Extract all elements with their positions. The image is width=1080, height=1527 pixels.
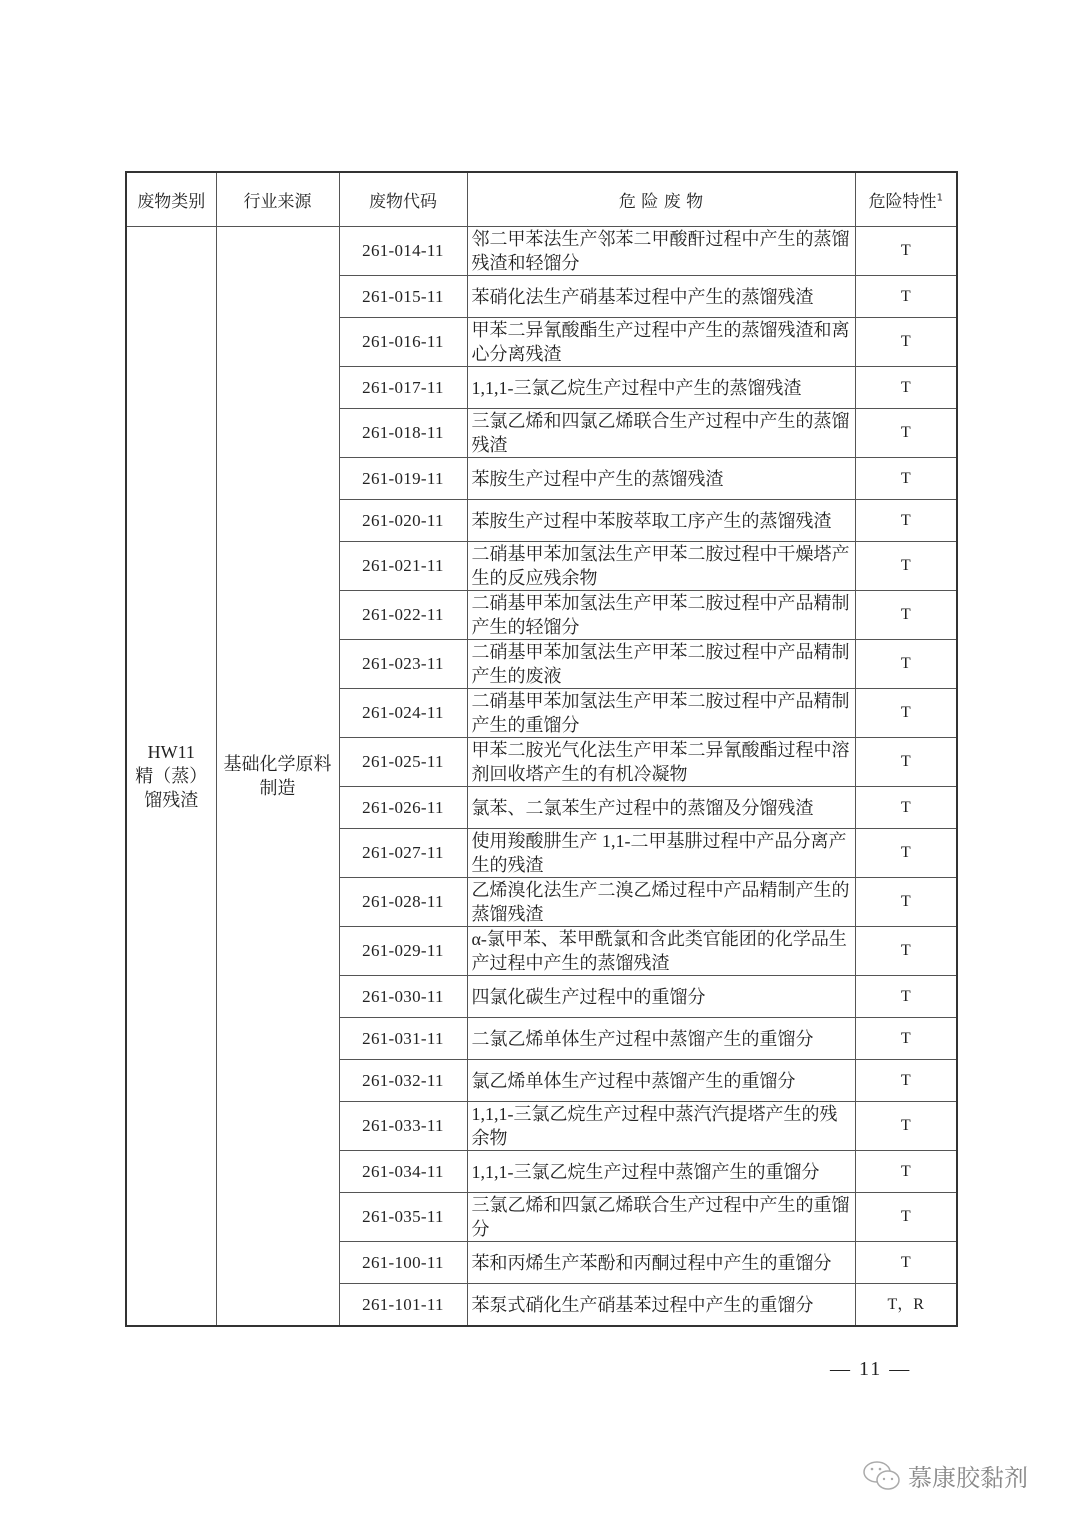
waste-description: 乙烯溴化法生产二溴乙烯过程中产品精制产生的蒸馏残渣: [467, 878, 855, 927]
hazard-property: T: [855, 976, 957, 1018]
hazard-property: T: [855, 1102, 957, 1151]
waste-code: 261-023-11: [339, 640, 467, 689]
waste-code: 261-029-11: [339, 927, 467, 976]
waste-description: 苯胺生产过程中产生的蒸馏残渣: [467, 458, 855, 500]
waste-code: 261-034-11: [339, 1151, 467, 1193]
source-name-1: 基础化学原料: [223, 754, 332, 774]
waste-code: 261-024-11: [339, 689, 467, 738]
hazard-property: T: [855, 640, 957, 689]
waste-description: 苯胺生产过程中苯胺萃取工序产生的蒸馏残渣: [467, 500, 855, 542]
waste-code: 261-027-11: [339, 829, 467, 878]
hazard-property: T，R: [855, 1284, 957, 1327]
waste-description: 二氯乙烯单体生产过程中蒸馏产生的重馏分: [467, 1018, 855, 1060]
header-source: 行业来源: [216, 172, 339, 227]
hazard-property: T: [855, 878, 957, 927]
waste-description: 三氯乙烯和四氯乙烯联合生产过程中产生的重馏分: [467, 1193, 855, 1242]
hazard-property: T: [855, 787, 957, 829]
waste-code: 261-030-11: [339, 976, 467, 1018]
waste-code: 261-028-11: [339, 878, 467, 927]
hazard-property: T: [855, 1242, 957, 1284]
header-category: 废物类别: [126, 172, 216, 227]
waste-description: 二硝基甲苯加氢法生产甲苯二胺过程中产品精制产生的废液: [467, 640, 855, 689]
waste-description: 二硝基甲苯加氢法生产甲苯二胺过程中产品精制产生的重馏分: [467, 689, 855, 738]
hazard-property: T: [855, 458, 957, 500]
waste-code: 261-018-11: [339, 409, 467, 458]
waste-code: 261-017-11: [339, 367, 467, 409]
hazard-property: T: [855, 367, 957, 409]
waste-code: 261-101-11: [339, 1284, 467, 1327]
hazard-property: T: [855, 1193, 957, 1242]
waste-code: 261-015-11: [339, 276, 467, 318]
waste-description: 1,1,1-三氯乙烷生产过程中产生的蒸馏残渣: [467, 367, 855, 409]
hazardous-waste-table: [125, 171, 958, 1327]
waste-code: 261-019-11: [339, 458, 467, 500]
hazard-property: T: [855, 409, 957, 458]
waste-code: 261-021-11: [339, 542, 467, 591]
page-number: — 11 —: [830, 1358, 912, 1380]
waste-description: 二硝基甲苯加氢法生产甲苯二胺过程中干燥塔产生的反应残余物: [467, 542, 855, 591]
waste-description: 甲苯二异氰酸酯生产过程中产生的蒸馏残渣和离心分离残渣: [467, 318, 855, 367]
hazard-property: T: [855, 829, 957, 878]
waste-description: 1,1,1-三氯乙烷生产过程中蒸馏产生的重馏分: [467, 1151, 855, 1193]
header-hazard: 危险特性$^1$: [855, 172, 957, 227]
waste-description: 苯和丙烯生产苯酚和丙酮过程中产生的重馏分: [467, 1242, 855, 1284]
waste-code: 261-016-11: [339, 318, 467, 367]
header-row: [126, 172, 957, 227]
waste-description: 三氯乙烯和四氯乙烯联合生产过程中产生的蒸馏残渣: [467, 409, 855, 458]
hazard-property: T: [855, 1018, 957, 1060]
category-name-2: 馏残渣: [144, 790, 199, 810]
category-name-1: 精（蒸）: [135, 766, 208, 786]
hazard-property: T: [855, 318, 957, 367]
category-cell: [126, 227, 216, 1327]
waste-code: 261-035-11: [339, 1193, 467, 1242]
header-code: 废物代码: [339, 172, 467, 227]
footnote-mark: 1: [936, 192, 943, 204]
waste-code: 261-025-11: [339, 738, 467, 787]
waste-description: 二硝基甲苯加氢法生产甲苯二胺过程中产品精制产生的轻馏分: [467, 591, 855, 640]
waste-description: α-氯甲苯、苯甲酰氯和含此类官能团的化学品生产过程中产生的蒸馏残渣: [467, 927, 855, 976]
source-name-2: 制造: [259, 778, 296, 798]
waste-description: 苯硝化法生产硝基苯过程中产生的蒸馏残渣: [467, 276, 855, 318]
waste-description: 四氯化碳生产过程中的重馏分: [467, 976, 855, 1018]
hazard-property: T: [855, 500, 957, 542]
hazard-property: T: [855, 542, 957, 591]
hazard-property: T: [855, 276, 957, 318]
wechat-icon: [862, 1459, 902, 1493]
hazard-property: T: [855, 927, 957, 976]
category-code: HW11: [147, 742, 195, 762]
waste-description: 氯乙烯单体生产过程中蒸馏产生的重馏分: [467, 1060, 855, 1102]
waste-description: 使用羧酸肼生产 1,1-二甲基肼过程中产品分离产生的残渣: [467, 829, 855, 878]
table-row: [126, 227, 957, 276]
waste-description: 苯泵式硝化生产硝基苯过程中产生的重馏分: [467, 1284, 855, 1327]
waste-description: 邻二甲苯法生产邻苯二甲酸酐过程中产生的蒸馏残渣和轻馏分: [467, 227, 855, 276]
watermark: [862, 1458, 1028, 1493]
watermark-text: 慕康胶黏剂: [908, 1464, 1028, 1492]
waste-description: 氯苯、二氯苯生产过程中的蒸馏及分馏残渣: [467, 787, 855, 829]
waste-code: 261-022-11: [339, 591, 467, 640]
source-cell: [216, 227, 339, 1327]
waste-description: 甲苯二胺光气化法生产甲苯二异氰酸酯过程中溶剂回收塔产生的有机冷凝物: [467, 738, 855, 787]
hazard-property: T: [855, 1151, 957, 1193]
waste-code: 261-100-11: [339, 1242, 467, 1284]
waste-code: 261-026-11: [339, 787, 467, 829]
waste-code: 261-020-11: [339, 500, 467, 542]
hazard-property: T: [855, 738, 957, 787]
waste-code: 261-032-11: [339, 1060, 467, 1102]
waste-description: 1,1,1-三氯乙烷生产过程中蒸汽汽提塔产生的残余物: [467, 1102, 855, 1151]
waste-code: 261-014-11: [339, 227, 467, 276]
waste-code: 261-033-11: [339, 1102, 467, 1151]
waste-code: 261-031-11: [339, 1018, 467, 1060]
hazard-property: T: [855, 227, 957, 276]
header-waste: 危 险 废 物: [467, 172, 855, 227]
hazard-property: T: [855, 689, 957, 738]
hazard-property: T: [855, 1060, 957, 1102]
hazard-property: T: [855, 591, 957, 640]
